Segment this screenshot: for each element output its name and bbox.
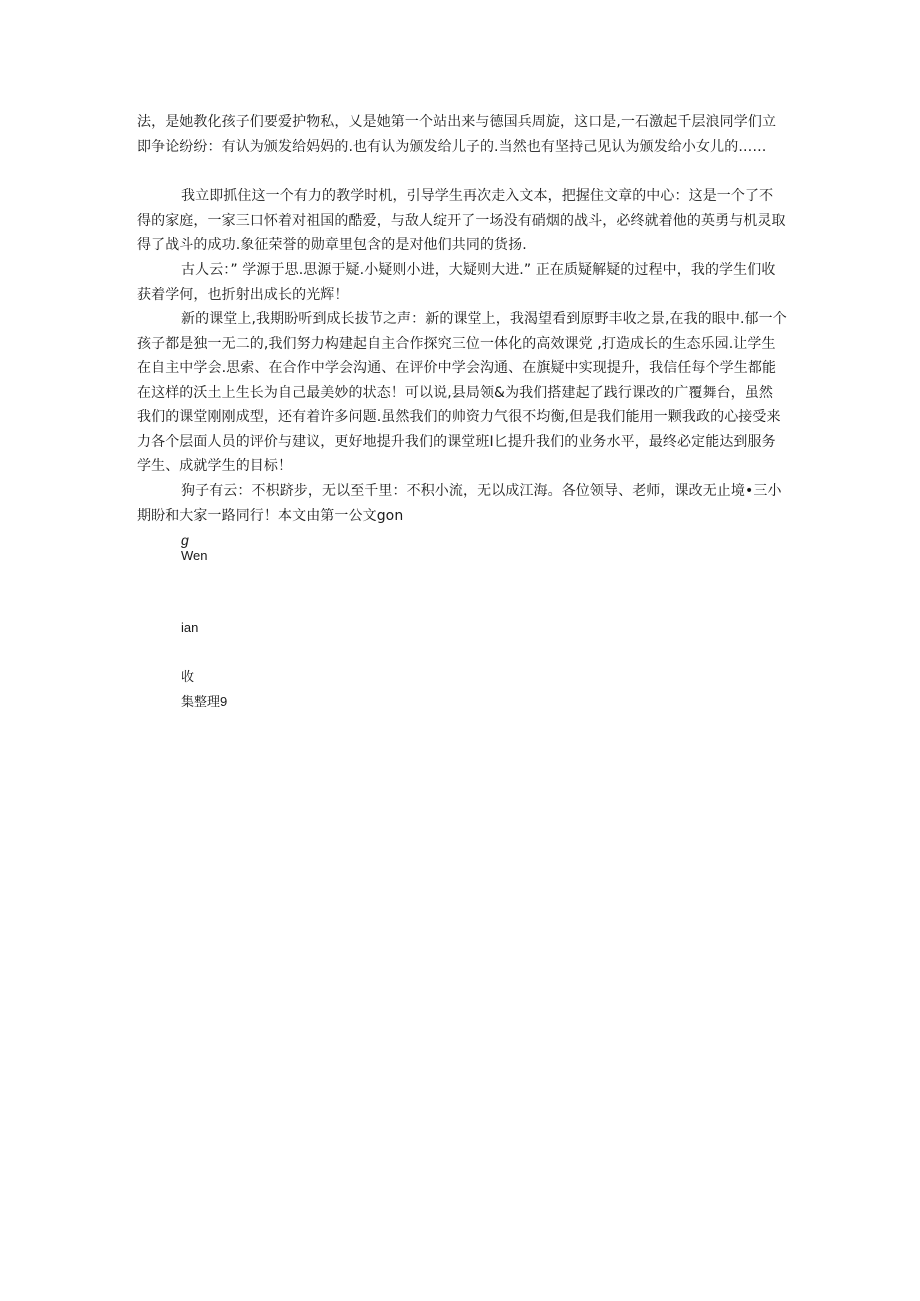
paragraph-1: 法，是她教化孩子们要爱护物私，乂是她第一个站出来与德国兵周旋，这口是,一石激起千层浪同学们立即争论纷纷：有认为颁发给妈妈的.也有认为颁发给儿子的.当然也有坚持己见认为颁发给小女儿的…… [137, 114, 777, 155]
tail-line-wen: Wen [181, 548, 208, 563]
paragraph-4: 新的课堂上,我期盼听到成长拔节之声：新的课堂上，我渴望看到原野丰收之景,在我的眼中.郁一个孩子都是独一无二的,我们努力构建起自主合作探究三位一体化的高效课党 ,打造成长的生态乐园.让学生在自主中学会.思索、在合作中学会沟通、在评价中学会沟通、在旗疑中实现提升，我信任每个学生都能在这样的沃土上生长为自己最美妙的状态！可以说,县局领&为我们搭建起了践行课改的广覆舞台，虽然我们的课堂刚刚成型，还有着许多问题.虽然我们的帅资力气很不均衡,但是我们能用一颗我政的心接受来力各个层面人员的评价与建议，更好地提升我们的课堂班I匕提升我们的业务水平，最终必定能达到服务学生、成就学生的目标！ [137, 311, 787, 474]
tail-line-shou: 收 [181, 669, 195, 684]
paragraph-3: 古人云：” 学源于思.思源于疑.小疑则小进，大疑则大进.” 正在质疑解疑的过程中，我的学生们收获着学何，也折射出成长的光辉！ [137, 262, 776, 303]
tail-line-ian: ian [181, 620, 199, 635]
paragraph-5: 狗子有云：不枳跻步，无以至千里：不积小流，无以成江海。各位领导、老师，课改无止境•三小期盼和大家一路同行！本文由第一公文gon [137, 483, 782, 524]
paragraph-2: 我立即抓住这一个有力的教学时机，引导学生再次走入文本，把握住文章的中心：这是一个了不得的家庭，一家三口怀着对祖国的酷爱，与敌人绽开了一场没有硝烟的战斗，必终就着他的英勇与机灵取得了战斗的成功.象征荣誉的勋章里包含的是对他们共同的货扬. [137, 188, 786, 253]
tail-line-g: g [181, 532, 189, 548]
tail-line-jizhengli: 集整理9 [181, 694, 228, 709]
